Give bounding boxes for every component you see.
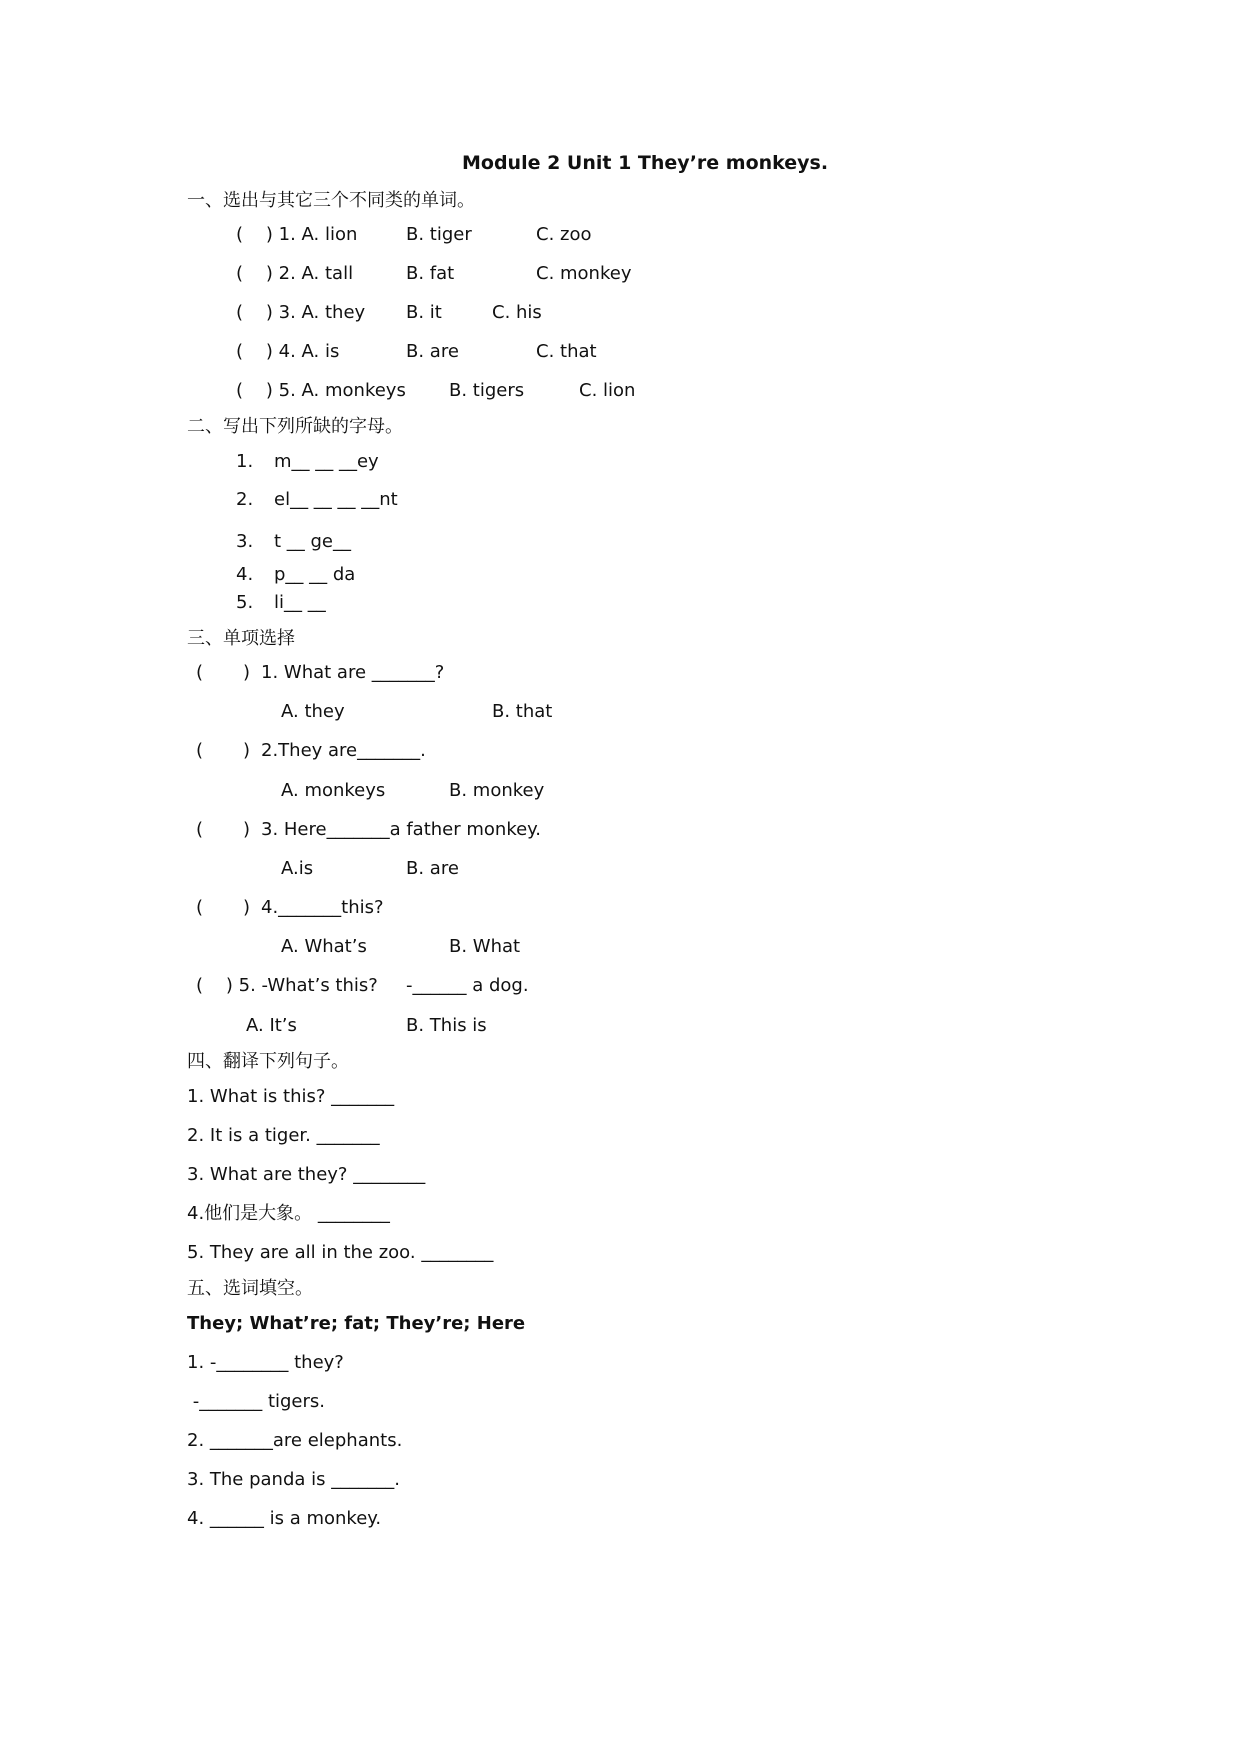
missing-letters-word: el__ __ __ __nt: [274, 489, 398, 510]
question-text: 4._______this?: [261, 897, 384, 918]
option-a: A. What’s: [281, 936, 367, 957]
option-a: A. they: [281, 701, 345, 722]
option-a: A. It’s: [246, 1015, 297, 1036]
option-a: A.is: [281, 858, 314, 879]
option-c: C. zoo: [536, 224, 592, 245]
answer-paren-close: ): [243, 897, 251, 918]
answer-paren-close: ): [243, 819, 251, 840]
option-b: B. tiger: [406, 224, 472, 245]
missing-letters-word: li__ __: [274, 592, 326, 613]
option-b: B. tigers: [449, 380, 525, 401]
question-stem: ( ) 2. A. tall: [236, 263, 354, 284]
option-b: B. What: [449, 936, 521, 957]
translation-item-4: 4.他们是大象。 ________: [187, 1203, 390, 1224]
translation-item-3: 3. What are they? ________: [187, 1164, 426, 1185]
section-1-heading: 一、选出与其它三个不同类的单词。: [187, 190, 475, 211]
option-c: C. that: [536, 341, 597, 362]
answer-paren-open: (: [196, 662, 204, 683]
item-number: 1.: [236, 451, 254, 472]
option-b: B. are: [406, 341, 459, 362]
option-b: B. it: [406, 302, 442, 323]
answer-blank: -______ a dog.: [406, 975, 529, 996]
answer-paren-close: ): [243, 662, 251, 683]
translation-item-5: 5. They are all in the zoo. ________: [187, 1242, 494, 1263]
option-b: B. are: [406, 858, 459, 879]
option-b: B. fat: [406, 263, 455, 284]
section-2-heading: 二、写出下列所缺的字母。: [187, 416, 403, 437]
question-text: 3. Here_______a father monkey.: [261, 819, 541, 840]
missing-letters-word: m__ __ __ey: [274, 451, 379, 472]
word-bank: They; What’re; fat; They’re; Here: [187, 1313, 526, 1334]
fill-item-2: 2. _______are elephants.: [187, 1430, 403, 1451]
missing-letters-word: p__ __ da: [274, 564, 356, 585]
answer-paren-close: ): [243, 740, 251, 761]
question-text: ( ) 5. -What’s this?: [196, 975, 378, 996]
answer-paren-open: (: [196, 819, 204, 840]
option-b: B. This is: [406, 1015, 487, 1036]
item-number: 4.: [236, 564, 254, 585]
fill-item-3: 3. The panda is _______.: [187, 1469, 400, 1490]
option-c: C. lion: [579, 380, 636, 401]
option-c: C. monkey: [536, 263, 632, 284]
item-number: 3.: [236, 531, 254, 552]
answer-paren-open: (: [196, 897, 204, 918]
option-c: C. his: [492, 302, 542, 323]
question-stem: ( ) 3. A. they: [236, 302, 366, 323]
fill-item-1-reply: -_______ tigers.: [187, 1391, 325, 1412]
missing-letters-word: t __ ge__: [274, 531, 352, 552]
option-b: B. that: [492, 701, 553, 722]
question-text: 2.They are_______.: [261, 740, 426, 761]
question-stem: ( ) 1. A. lion: [236, 224, 358, 245]
page-title: Module 2 Unit 1 They’re monkeys.: [462, 152, 829, 174]
item-number: 5.: [236, 592, 254, 613]
item-number: 2.: [236, 489, 254, 510]
question-stem: ( ) 5. A. monkeys: [236, 380, 406, 401]
translation-item-1: 1. What is this? _______: [187, 1086, 395, 1107]
option-a: A. monkeys: [281, 780, 386, 801]
question-text: 1. What are _______?: [261, 662, 445, 683]
fill-item-1: 1. -________ they?: [187, 1352, 344, 1373]
section-4-heading: 四、翻译下列句子。: [187, 1051, 349, 1072]
section-5-heading: 五、选词填空。: [187, 1278, 313, 1299]
fill-item-4: 4. ______ is a monkey.: [187, 1508, 382, 1529]
translation-item-2: 2. It is a tiger. _______: [187, 1125, 380, 1146]
option-b: B. monkey: [449, 780, 545, 801]
answer-paren-open: (: [196, 740, 204, 761]
question-stem: ( ) 4. A. is: [236, 341, 340, 362]
section-3-heading: 三、单项选择: [187, 628, 295, 649]
